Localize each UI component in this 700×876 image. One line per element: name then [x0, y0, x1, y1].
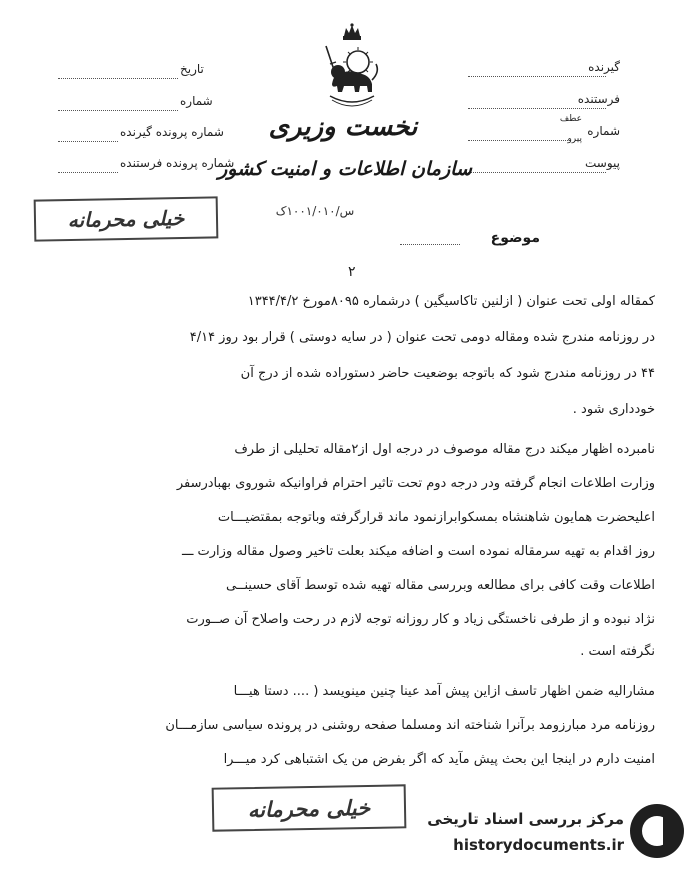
number-label-right: شماره — [587, 124, 620, 138]
number-label-left: شماره — [180, 94, 213, 108]
body-line: روز اقدام به تهیه سرمقاله نموده است و اضافه میکند بعلت تاخیر وصول مقاله وزارت ـــ — [181, 544, 655, 559]
organization-title: سازمان اطلاعات و امنیت کشور — [218, 158, 472, 180]
body-line: ۴۴ در روزنامه مندرج شود که باتوجه بوضعیت حاضر دستوراده شده از درج آن — [240, 366, 655, 381]
reference-number: س/۱۰۰۱/۰۱۰ک — [275, 204, 355, 218]
archive-website: historydocuments.ir — [453, 836, 624, 854]
recipient-label: گیرنده — [588, 60, 620, 74]
date-dotted-line — [58, 78, 178, 79]
archive-name-persian: مرکز بررسی اسناد تاریخی — [427, 810, 624, 828]
prime-ministry-title: نخست وزیری — [268, 112, 418, 142]
number-dotted-line-left — [58, 110, 178, 111]
body-line: مشارالیه ضمن اظهار تاسف ازاین پیش آمد عینا چنین مینویسد ( .... دستا هیـــا — [233, 684, 655, 699]
body-line: امنیت دارم در اینجا این بحث پیش مآید که اگر بفرض من یک اشتباهی کرد میـــرا — [223, 752, 655, 767]
attachment-label: پیوست — [585, 156, 620, 170]
body-line: روزنامه مرد مبارزومد برآنرا شناخته اند ومسلما صفحه روشنی در پرونده سیاسی سازمـــان — [165, 718, 655, 733]
body-line: اعلیحضرت همایون شاهنشاه بمسکوابرازنمود ماند قرارگرفته وباتوجه بمقتضیـــات — [217, 510, 655, 525]
body-line: نگرفته است . — [580, 644, 655, 659]
subject-label: موضوع — [490, 230, 540, 246]
bottom-confidential-stamp: خیلی محرمانه — [212, 784, 407, 831]
number-followup-label: پیرو — [567, 134, 582, 144]
number-reference-label: عطف — [559, 114, 582, 124]
sender-label: فرستنده — [577, 92, 620, 106]
archive-logo-icon — [630, 804, 684, 858]
body-line: کمقاله اولی تحت عنوان ( ازلنین تاکاسیگین ) درشماره ۸۰۹۵مورخ ۱۳۴۴/۴/۲ — [247, 294, 655, 309]
body-line: وزارت اطلاعات انجام گرفته ودر درجه دوم تحت تاثیر احترام فراوانیکه شوروی بهبادرسفر — [176, 476, 655, 491]
body-line: در روزنامه مندرج شده ومقاله دومی تحت عنوان ( در سایه دوستی ) قرار بود روز ۴/۱۴ — [189, 330, 655, 345]
body-line: نامبرده اظهار میکند درج مقاله موصوف در درجه اول از۲مقاله تحلیلی از طرف — [234, 442, 655, 457]
recipient-file-label: شماره پرونده گیرنده — [120, 125, 224, 139]
sender-dotted-line — [468, 108, 606, 109]
archive-watermark — [418, 798, 690, 868]
body-line: نژاد نبوده و از طرفی ناخستگی زیاد و کار روزانه توجه لازم در رحت واصلاح آن صــورت — [186, 612, 655, 627]
body-line: خودداری شود . — [572, 402, 655, 417]
lion-and-sun-emblem-icon — [322, 22, 382, 112]
number-dotted-line-right — [468, 140, 568, 141]
page-number: ۲ — [348, 264, 356, 280]
recipient-dotted-line — [468, 76, 606, 77]
sender-file-dotted-line — [58, 172, 118, 173]
date-label: تاریخ — [180, 62, 204, 76]
body-line: اطلاعات وقت کافی برای مطالعه وبررسی مقاله تهیه شده توسط آقای حسینــی — [226, 578, 655, 593]
sender-file-label: شماره پرونده فرستنده — [120, 156, 235, 170]
attachment-dotted-line — [468, 172, 606, 173]
top-confidential-stamp: خیلی محرمانه — [34, 196, 219, 241]
recipient-file-dotted-line — [58, 141, 118, 142]
subject-dotted-line — [400, 244, 460, 245]
